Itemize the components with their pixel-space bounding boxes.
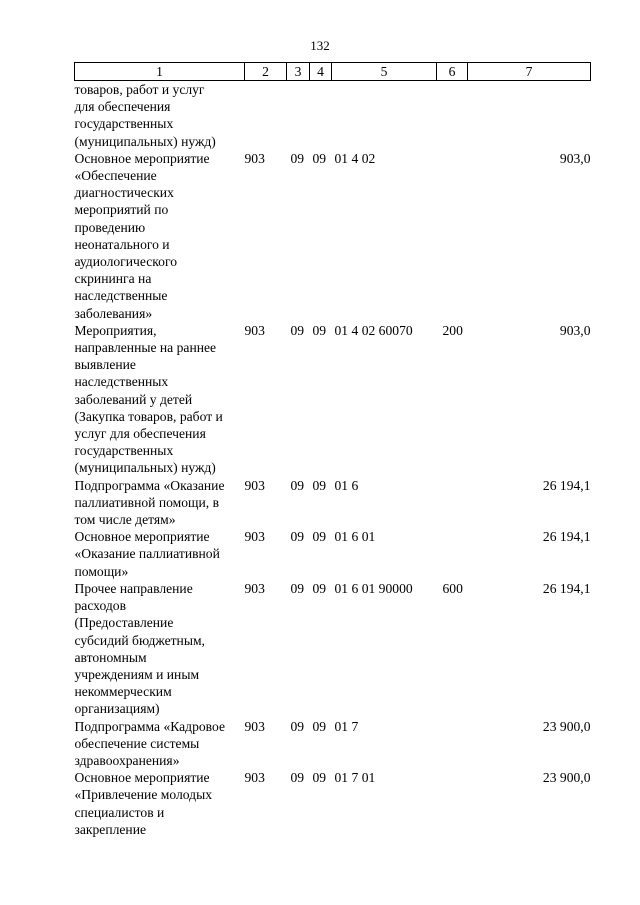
table-row [75,322,591,477]
row-name-line: выявление [74,357,136,373]
row-name-cell [75,477,245,529]
header-row [75,63,591,81]
row-name-line: для обеспечения [74,99,171,115]
row-name-line: услуг для обеспечения [74,426,206,442]
row-name-line: «Обеспечение [74,168,157,184]
budget-table [74,62,591,838]
cell-amount: 23 900,0 [542,770,591,786]
header-col-3: 3 [287,63,310,81]
cell-code-admin: 903 [244,477,265,493]
table-row [75,81,591,150]
cell-expense-type [437,528,468,580]
cell-subsection: 09 [312,770,327,786]
cell-section: 09 [290,150,305,166]
page-number: 132 [310,38,330,53]
cell-target-article: 01 7 [334,718,359,734]
row-name-cell [75,528,245,580]
row-name-line: проведению [74,219,146,235]
row-name-line: наследственных [74,374,169,390]
cell-code-admin: 903 [244,529,265,545]
row-name-cell [75,718,245,770]
header-col-5: 5 [332,63,437,81]
table-row [75,769,591,838]
cell-amount: 26 194,1 [542,529,591,545]
table-row [75,718,591,770]
table-body [75,81,591,838]
cell-expense-type: 600 [442,580,463,596]
row-name-line: наследственные [74,288,168,304]
cell-expense-type [437,718,468,770]
row-name-line: заболеваний у детей [74,391,193,407]
row-name-line: мероприятий по [74,202,169,218]
row-name-line: учреждениям и иным [74,666,200,682]
cell-amount: 903,0 [559,322,591,338]
row-name-line: Подпрограмма «Оказание [74,477,225,493]
cell-target-article: 01 6 [334,477,359,493]
cell-section: 09 [290,718,305,734]
cell-code-admin: 903 [244,718,265,734]
cell-subsection: 09 [312,150,327,166]
cell-code-admin: 903 [244,150,265,166]
header-col-2: 2 [245,63,287,81]
cell-section: 09 [290,322,305,338]
header-col-4: 4 [310,63,332,81]
cell-expense-type [437,150,468,322]
row-name-line: заболевания» [74,305,153,321]
row-name-line: специалистов и [74,804,165,820]
row-name-line: расходов [74,598,127,614]
row-name-line: (муниципальных) нужд) [74,133,216,149]
cell-code-admin: 903 [244,770,265,786]
row-name-line: Прочее направление [74,580,193,596]
row-name-line: (Предоставление [74,615,174,631]
row-name-line: некоммерческим [74,684,172,700]
row-name-line: (Закупка товаров, работ и [74,408,223,424]
table-row [75,528,591,580]
cell-code-admin: 903 [244,580,265,596]
row-name-line: (муниципальных) нужд) [74,460,216,476]
row-name-line: «Оказание паллиативной [74,546,220,562]
cell-expense-type: 200 [442,322,463,338]
row-name-line: государственных [74,116,174,132]
cell-target-article: 01 4 02 60070 [334,322,413,338]
table-row [75,477,591,529]
row-name-line: обеспечение системы [74,735,200,751]
cell-code-admin: 903 [244,322,265,338]
row-name-line: помощи» [74,563,129,579]
cell-subsection: 09 [312,718,327,734]
table-row [75,150,591,322]
cell-code-admin [245,81,287,150]
row-name-line: Основное мероприятие [74,529,210,545]
row-name-line: Основное мероприятие [74,150,210,166]
row-name-line: Подпрограмма «Кадровое [74,718,226,734]
cell-amount: 26 194,1 [542,580,591,596]
cell-section [287,81,310,150]
cell-subsection [310,81,332,150]
row-name-cell [75,150,245,322]
row-name-cell [75,769,245,838]
row-name-line: закрепление [74,821,147,837]
row-name-line: неонатального и [74,236,170,252]
cell-section: 09 [290,580,305,596]
row-name-line: Мероприятия, [74,322,157,338]
header-col-6: 6 [437,63,468,81]
row-name-line: здравоохранения» [74,752,180,768]
cell-amount: 23 900,0 [542,718,591,734]
cell-expense-type [437,477,468,529]
table-row [75,580,591,718]
cell-subsection: 09 [312,477,327,493]
cell-target-article: 01 4 02 [334,150,376,166]
row-name-cell [75,580,245,718]
row-name-line: том числе детям» [74,512,176,528]
cell-subsection: 09 [312,322,327,338]
cell-amount [468,81,591,150]
row-name-line: автономным [74,649,147,665]
cell-section: 09 [290,477,305,493]
row-name-line: паллиативной помощи, в [74,494,219,510]
cell-target-article: 01 6 01 90000 [334,580,413,596]
cell-amount: 903,0 [559,150,591,166]
cell-subsection: 09 [312,529,327,545]
row-name-line: диагностических [74,185,174,201]
row-name-line: организациям) [74,701,160,717]
header-col-7: 7 [468,63,591,81]
cell-target-article: 01 6 01 [334,529,376,545]
row-name-line: Основное мероприятие [74,770,210,786]
cell-target-article [332,81,437,150]
cell-subsection: 09 [312,580,327,596]
cell-section: 09 [290,529,305,545]
cell-amount: 26 194,1 [542,477,591,493]
row-name-cell [75,81,245,150]
row-name-cell [75,322,245,477]
cell-target-article: 01 7 01 [334,770,376,786]
row-name-line: скрининга на [74,271,152,287]
row-name-line: направленные на раннее [74,340,217,356]
row-name-line: аудиологического [74,254,178,270]
row-name-line: субсидий бюджетным, [74,632,205,648]
cell-section: 09 [290,770,305,786]
row-name-line: государственных [74,443,174,459]
header-col-1: 1 [75,63,245,81]
row-name-line: товаров, работ и услуг [74,82,205,97]
row-name-line: «Привлечение молодых [74,787,213,803]
cell-expense-type [437,769,468,838]
table-header [75,63,591,81]
cell-expense-type [437,81,468,150]
